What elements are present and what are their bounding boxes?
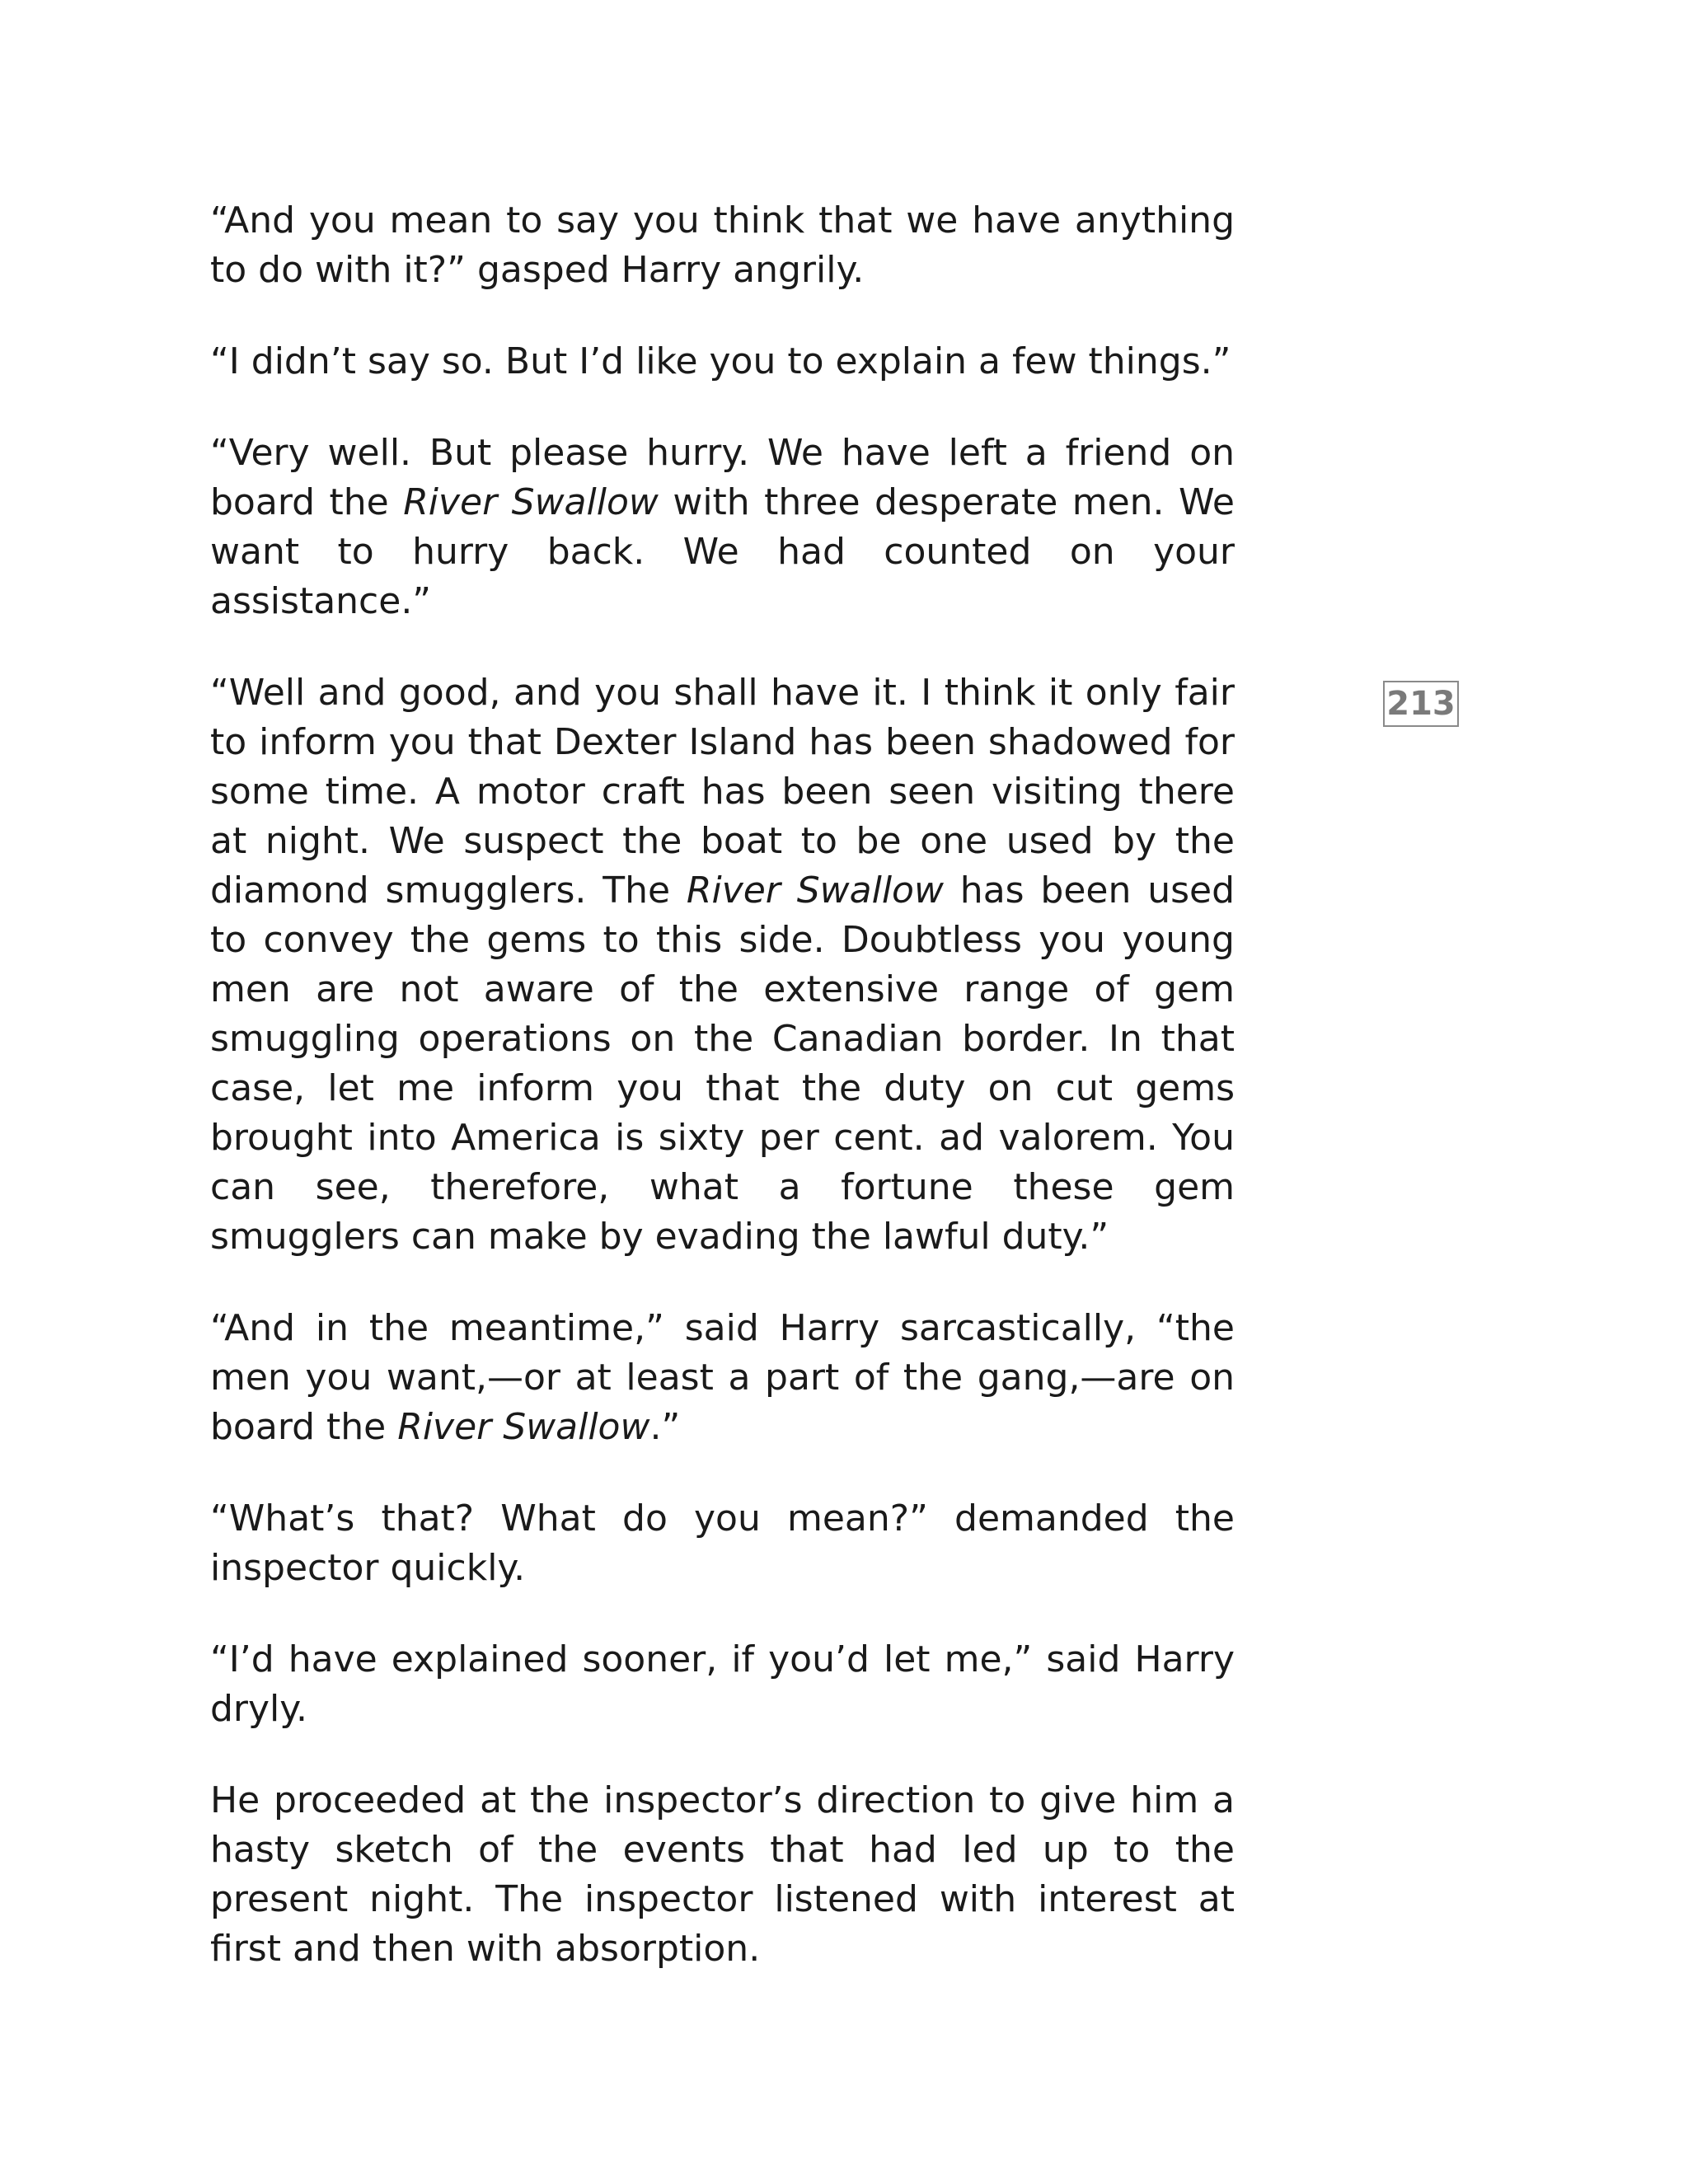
page-number: 213 xyxy=(1383,681,1459,727)
text-run: “What’s that? What do you mean?” demanded the inspector quickly. xyxy=(210,1497,1235,1589)
italic-title: River Swallow xyxy=(397,1406,650,1448)
paragraph xyxy=(210,1304,1235,1452)
text-run: “And you mean to say you think that we have anything to do with it?” gasped Harry angrily. xyxy=(210,199,1235,291)
paragraph xyxy=(210,1635,1235,1734)
paragraph xyxy=(210,196,1235,295)
text-run: “Well and good, and you shall have it. I think it only fair to inform you that Dexter Island has been shadowed for some time. A motor craft has been seen visiting there at night. We suspect the boat to be one used by the diamond smugglers. The xyxy=(210,672,1235,912)
text-run: .” xyxy=(649,1406,681,1448)
text-run: “I didn’t say so. But I’d like you to explain a few things.” xyxy=(210,340,1231,382)
text-run: “Very well. But please hurry. We have left a friend on board the xyxy=(210,432,1235,523)
paragraph xyxy=(210,1494,1235,1593)
paragraph xyxy=(210,1776,1235,1974)
text-run: with three desperate men. We want to hurry back. We had counted on your assistance.” xyxy=(210,481,1235,622)
text-run: has been used to convey the gems to this side. Doubtless you young men are not aware of the extensive range of gem smuggling operations on the Canadian border. In that case, let me inform you that the duty on cut gems brought into America is sixty per cent. ad valorem. You can see, therefore, what a fortune these gem smugglers can make by evading the lawful duty.” xyxy=(210,869,1236,1258)
text-run: “I’d have explained sooner, if you’d let me,” said Harry dryly. xyxy=(210,1638,1235,1730)
paragraph xyxy=(210,337,1235,387)
paragraph xyxy=(210,429,1235,626)
text-run: “And in the meantime,” said Harry sarcastically, “the men you want,—or at least a part of the gang,—are on board the xyxy=(210,1307,1235,1448)
italic-title: River Swallow xyxy=(686,869,944,912)
text-run: He proceeded at the inspector’s direction to give him a hasty sketch of the events that had led up to the present night. The inspector listened with interest at first and then with absorption. xyxy=(210,1779,1235,1970)
italic-title: River Swallow xyxy=(403,481,659,523)
paragraph xyxy=(210,668,1235,1262)
body-text xyxy=(210,196,1235,1974)
